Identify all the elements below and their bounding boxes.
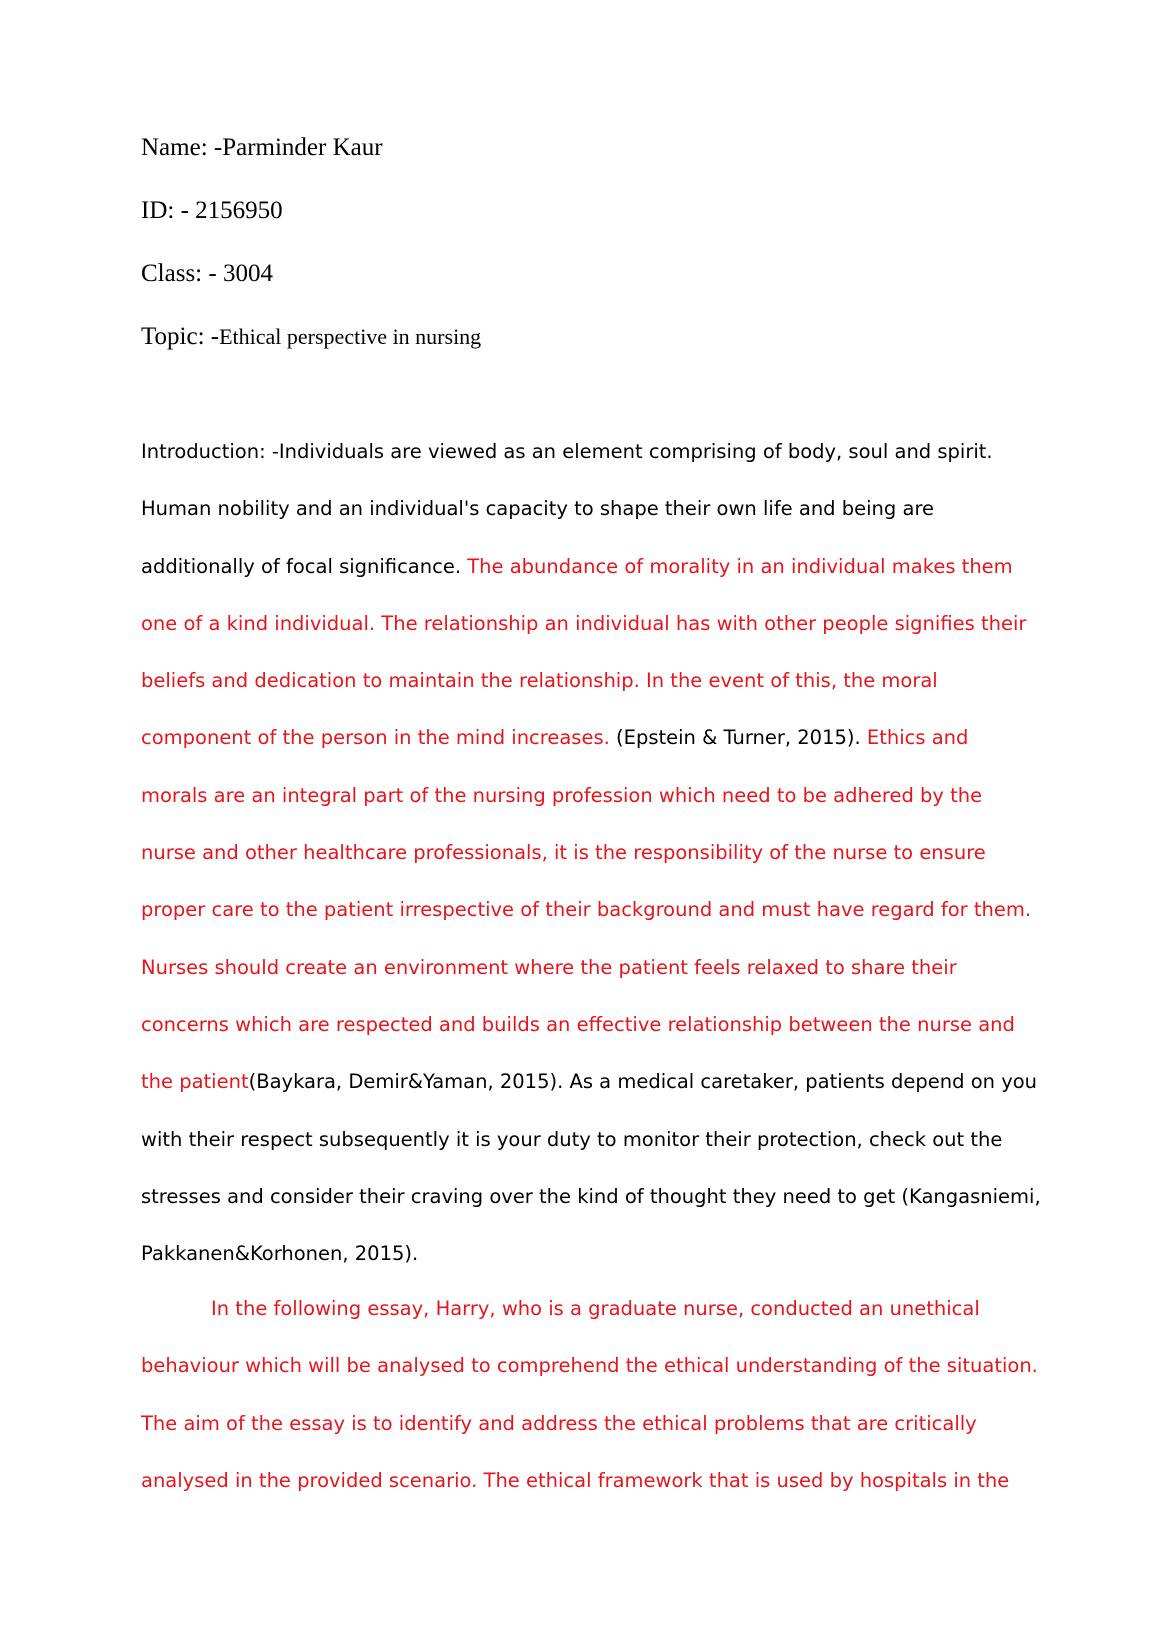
class-line	[141, 260, 273, 288]
id-value: 2156950	[195, 197, 283, 224]
essay-aim-text: In the following essay, Harry, who is a graduate nurse, conducted an unethical behaviour which will be analysed to comprehend the ethical understanding of the situation. The aim of the essay is to identify and address the ethical problems that are critically analysed in the provided scenario. The ethical framework that is used by hospitals in the	[141, 1297, 1038, 1492]
topic-line	[141, 323, 481, 351]
class-label: Class: -	[141, 260, 223, 287]
essay-aim-paragraph	[141, 1280, 1041, 1509]
name-line	[141, 134, 383, 162]
name-value: Parminder Kaur	[222, 134, 383, 161]
id-line	[141, 197, 283, 225]
topic-value: Ethical perspective in nursing	[219, 324, 482, 349]
id-label: ID: -	[141, 197, 196, 224]
intro-morality-highlight: The abundance of morality in an individual makes them one of a kind individual. The relationship an individual has with other people signifies their beliefs and dedication to maintain the relationship. In the event of this, the moral component of the person in the mind increases.	[141, 554, 1027, 750]
intro-sentence-1: Introduction: -Individuals are viewed as an element comprising of body, soul and spirit. Human nobility and an individual's capacity to shape their own life and being are additionally of focal significance.	[141, 440, 993, 578]
topic-label: Topic: -	[141, 323, 220, 350]
introduction-paragraph	[141, 423, 1041, 1282]
class-value: 3004	[222, 260, 273, 287]
intro-ethics-highlight: Ethics and morals are an integral part of the nursing profession which need to be adhered by the nurse and other healthcare professionals, it is the responsibility of the nurse to ensure proper care to the patient irrespective of their background and must have regard for them. Nurses should create an environment where the patient feels relaxed to share their concerns which are respected and builds an effective relationship between the nurse and the patient	[141, 726, 1032, 1094]
intro-sentence-5: (Baykara, Demir&Yaman, 2015). As a medical caretaker, patients depend on you with their respect subsequently it is your duty to monitor their protection, check out the stresses and consider their craving over the kind of thought they need to get (Kangasniemi, Pakkanen&Korhonen, 2015).	[141, 1070, 1041, 1266]
citation-epstein: (Epstein & Turner, 2015).	[609, 726, 867, 750]
name-label: Name: -	[141, 134, 223, 161]
